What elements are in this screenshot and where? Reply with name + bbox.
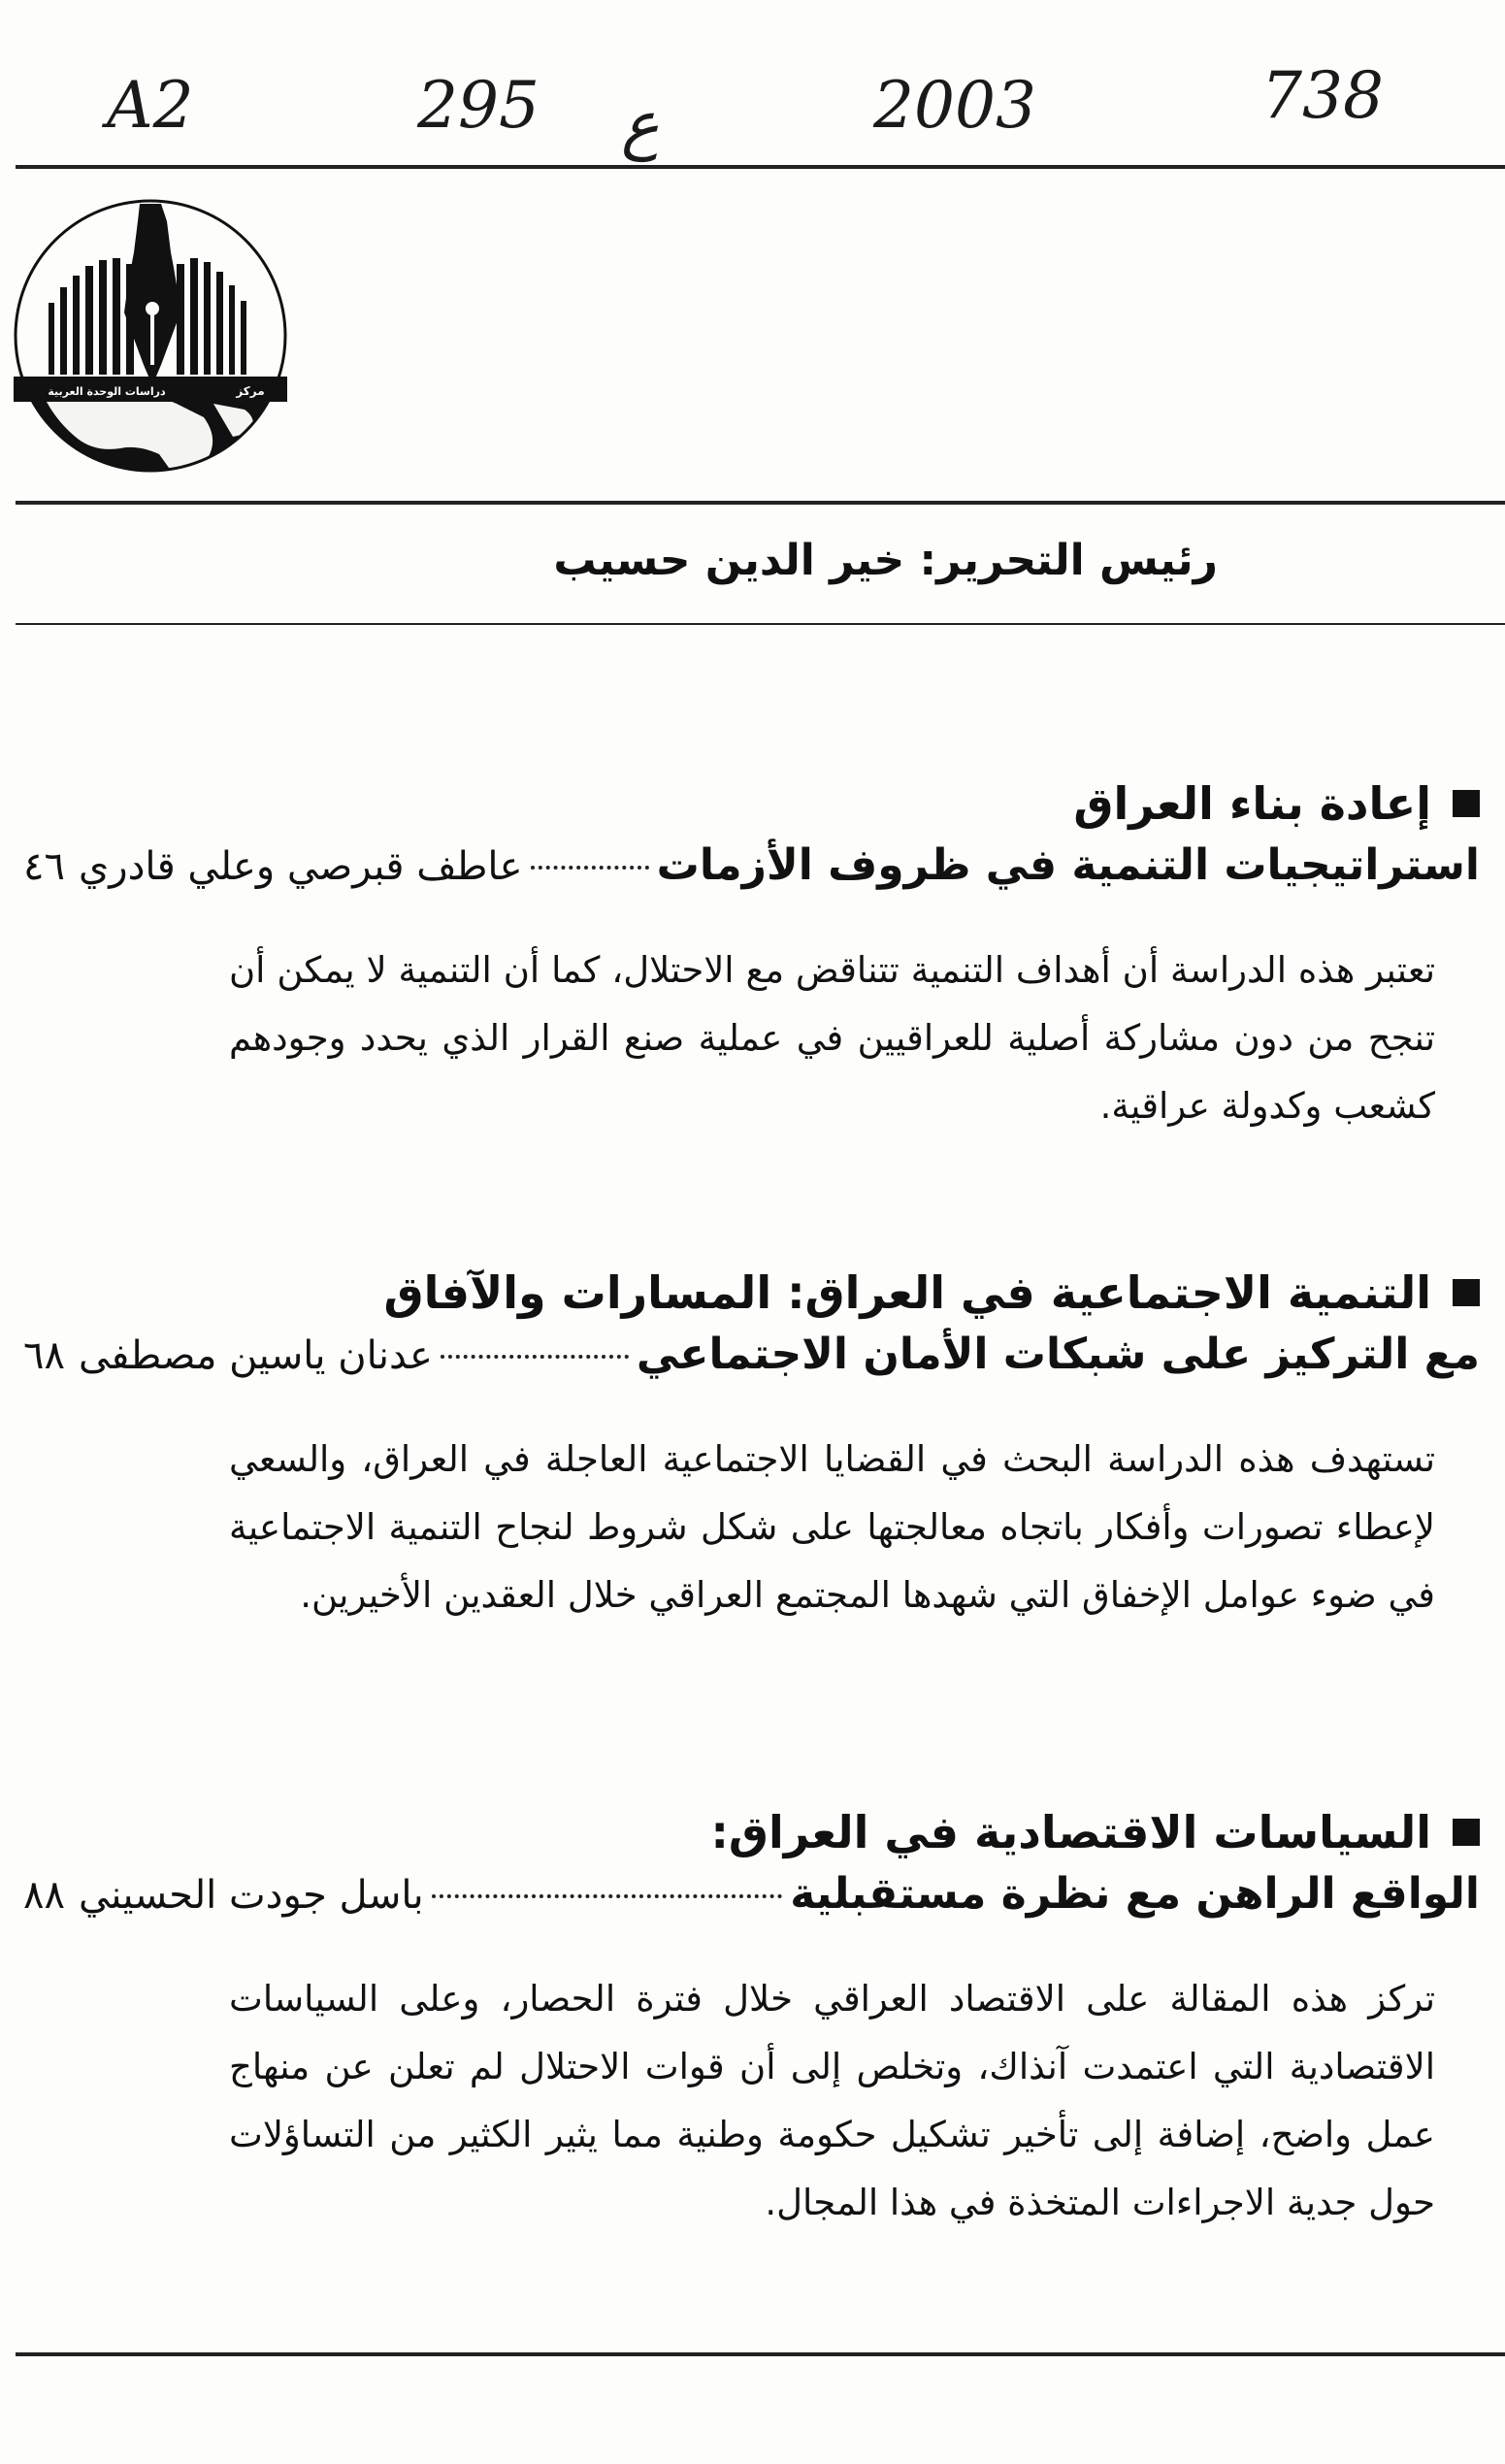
article-section xyxy=(23,1801,1480,2237)
handwritten-letter: ع xyxy=(621,87,660,162)
article-title-line xyxy=(23,1324,1480,1387)
section-heading xyxy=(23,1801,1480,1863)
editor-rule xyxy=(16,623,1505,625)
leader-dots xyxy=(432,1894,783,1898)
leader-dots xyxy=(531,866,649,870)
square-bullet-icon xyxy=(1453,1279,1480,1306)
article-authors: عاطف قبرصي وعلي قادري xyxy=(78,844,523,889)
cau-logo xyxy=(14,194,287,474)
article-abstract: تعتبر هذه الدراسة أن أهداف التنمية تتناقض مع الاحتلال، كما أن التنمية لا يمكن أن تنجح من دون مشاركة أصلية للعراقيين في عملية صنع القرار الذي يحدد وجودهم كشعب وكدولة عراقية. xyxy=(229,949,1435,1127)
handwritten-code: A2 xyxy=(107,68,194,143)
article-page-number: ٤٦ xyxy=(23,844,65,889)
section-heading-text: إعادة بناء العراق xyxy=(1073,777,1431,830)
article-abstract: تركز هذه المقالة على الاقتصاد العراقي خلال فترة الحصار، وعلى السياسات الاقتصادية التي اعتمدت آنذاك، وتخلص إلى أن قوات الاحتلال لم تعلن عن منهاج عمل واضح، إضافة إلى تأخير تشكيل حكومة وطنية مما يثير الكثير من التساؤلات حول جدية الاجراءات المتخذة في هذا المجال. xyxy=(229,1978,1435,2223)
article-page-number: ٨٨ xyxy=(23,1873,65,1918)
article-title: الواقع الراهن مع نظرة مستقبلية xyxy=(790,1869,1480,1919)
handwritten-number-1: 295 xyxy=(417,68,540,143)
leader-dots xyxy=(441,1355,629,1359)
article-title-line xyxy=(23,1863,1480,1926)
article-title-line xyxy=(23,835,1480,898)
logo-label-main: دراسات الوحدة العربية xyxy=(48,385,166,398)
article-abstract: تستهدف هذه الدراسة البحث في القضايا الاجتماعية العاجلة في العراق، والسعي لإعطاء تصورات وأفكار باتجاه معالجتها على شكل شروط لنجاح التنمية الاجتماعية في ضوء عوامل الإخفاق التي شهدها المجتمع العراقي خلال العقدين الأخيرين. xyxy=(229,1438,1435,1616)
header-rule xyxy=(16,501,1505,505)
handwritten-number-2: 738 xyxy=(1261,58,1384,133)
section-heading xyxy=(23,1262,1480,1324)
section-heading-text: التنمية الاجتماعية في العراق: المسارات والآفاق xyxy=(383,1266,1431,1319)
editor-in-chief: رئيس التحرير: خير الدين حسيب xyxy=(553,536,1218,585)
article-section xyxy=(23,772,1480,1140)
article-title: مع التركيز على شبكات الأمان الاجتماعي xyxy=(636,1330,1480,1379)
article-section xyxy=(23,1262,1480,1629)
article-title: استراتيجيات التنمية في ظروف الأزمات xyxy=(656,840,1480,890)
square-bullet-icon xyxy=(1453,790,1480,817)
section-heading xyxy=(23,772,1480,835)
section-heading-text: السياسات الاقتصادية في العراق: xyxy=(710,1806,1431,1858)
logo-label-small: مركز xyxy=(236,384,265,398)
article-authors: باسل جودت الحسيني xyxy=(78,1873,424,1918)
bottom-rule xyxy=(16,2352,1505,2356)
top-rule xyxy=(16,165,1505,169)
handwritten-year: 2003 xyxy=(873,68,1036,143)
square-bullet-icon xyxy=(1453,1819,1480,1846)
article-page-number: ٦٨ xyxy=(23,1333,65,1378)
article-authors: عدنان ياسين مصطفى xyxy=(78,1333,433,1378)
